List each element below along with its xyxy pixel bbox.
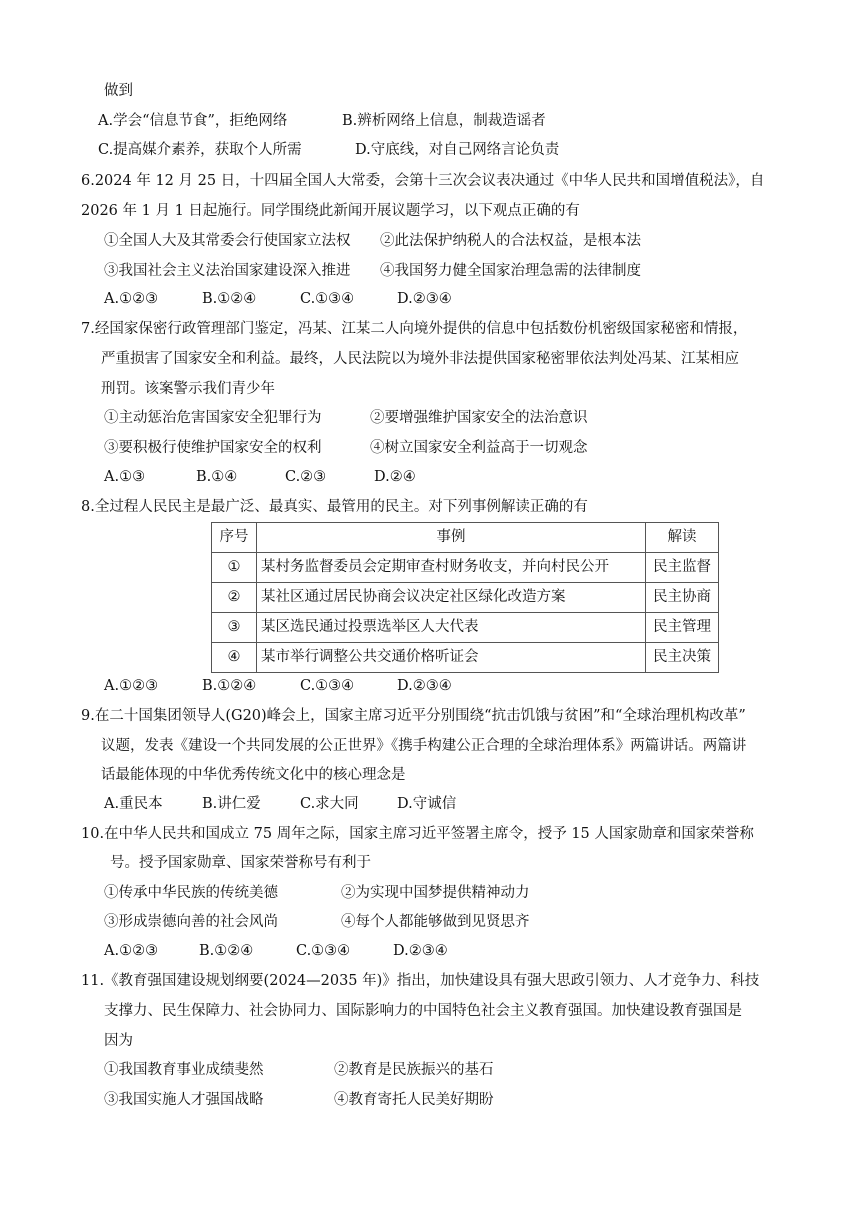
q11-item-1: ①我国教育事业成绩斐然	[104, 1062, 264, 1078]
q6-item-4: ④我国努力健全国家治理急需的法律制度	[380, 263, 641, 279]
events-table	[211, 522, 719, 673]
q7-stem-line2: 严重损害了国家安全和利益。最终，人民法院以为境外非法提供国家秘密罪依法判处冯某、江某相应	[101, 351, 739, 367]
q7-item-4: ④树立国家安全利益高于一切观念	[370, 440, 588, 456]
row-event: 某区选民通过投票选举区人大代表	[257, 613, 646, 643]
q9-stem-line3: 话最能体现的中华优秀传统文化中的核心理念是	[101, 767, 406, 783]
q9-option-c: C.求大同	[300, 796, 359, 812]
table-row	[212, 553, 719, 583]
q9-option-d: D.守诚信	[397, 796, 457, 812]
q6-stem-line2: 2026 年 1 月 1 日起施行。同学围绕此新闻开展议题学习，以下观点正确的有	[81, 203, 580, 219]
row-event: 某社区通过居民协商会议决定社区绿化改造方案	[257, 583, 646, 613]
q6-item-3: ③我国社会主义法治国家建设深入推进	[104, 263, 351, 279]
q10-option-b: B.①②④	[199, 943, 254, 959]
row-number: ②	[212, 583, 257, 613]
q10-item-1: ①传承中华民族的传统美德	[104, 885, 278, 901]
q10-item-2: ②为实现中国梦提供精神动力	[341, 885, 530, 901]
row-number: ①	[212, 553, 257, 583]
row-interpretation: 民主协商	[646, 583, 719, 613]
q9-stem-line1: 9.在二十国集团领导人(G20)峰会上，国家主席习近平分别围绕“抗击饥饿与贫困”和“全球治理机构改革”	[81, 708, 746, 724]
q8-option-b: B.①②④	[202, 678, 257, 694]
q6-option-b: B.①②④	[202, 291, 257, 307]
row-number: ③	[212, 613, 257, 643]
q10-option-c: C.①③④	[296, 943, 351, 959]
q7-item-3: ③要积极行使维护国家安全的权利	[104, 440, 322, 456]
q9-option-a: A.重民本	[104, 796, 163, 812]
q6-item-1: ①全国人大及其常委会行使国家立法权	[104, 233, 351, 249]
q5-option-c: C.提高媒介素养，获取个人所需	[98, 142, 302, 158]
row-interpretation: 民主决策	[646, 643, 719, 673]
q10-stem-line1: 10.在中华人民共和国成立 75 周年之际，国家主席习近平签署主席令，授予 15 人国家勋章和国家荣誉称	[81, 826, 754, 842]
q10-stem-line2: 号。授予国家勋章、国家荣誉称号有利于	[110, 855, 371, 871]
q11-item-4: ④教育寄托人民美好期盼	[334, 1092, 494, 1108]
q6-stem-line1: 6.2024 年 12 月 25 日，十四届全国人大常委，会第十三次会议表决通过《中华人民共和国增值税法》，自	[81, 173, 765, 189]
q5-stem-tail: 做到	[104, 83, 133, 99]
q7-option-a: A.①③	[104, 469, 146, 485]
q7-stem-line3: 刑罚。该案警示我们青少年	[101, 381, 275, 397]
q11-item-2: ②教育是民族振兴的基石	[334, 1062, 494, 1078]
q6-option-d: D.②③④	[397, 291, 452, 307]
table-row	[212, 643, 719, 673]
q10-item-3: ③形成崇德向善的社会风尚	[104, 914, 278, 930]
q7-item-1: ①主动惩治危害国家安全犯罪行为	[104, 410, 322, 426]
q6-option-a: A.①②③	[104, 291, 159, 307]
q5-option-a: A.学会“信息节食”，拒绝网络	[98, 113, 288, 129]
q7-stem-line1: 7.经国家保密行政管理部门鉴定，冯某、江某二人向境外提供的信息中包括数份机密级国家秘密和情报，	[81, 321, 748, 337]
q11-item-3: ③我国实施人才强国战略	[104, 1092, 264, 1108]
q11-stem-line2: 支撑力、民生保障力、社会协同力、国际影响力的中国特色社会主义教育强国。加快建设教育强国是	[104, 1003, 742, 1019]
q6-option-c: C.①③④	[300, 291, 355, 307]
q10-item-4: ④每个人都能够做到见贤思齐	[341, 914, 530, 930]
q7-option-d: D.②④	[374, 469, 416, 485]
q5-option-b: B.辨析网络上信息，制裁造谣者	[342, 113, 546, 129]
header-number: 序号	[212, 523, 257, 553]
q11-stem-line1: 11.《教育强国建设规划纲要(2024—2035 年)》指出，加快建设具有强大思政引领力、人才竞争力、科技	[81, 973, 760, 989]
q11-stem-line3: 因为	[104, 1033, 133, 1049]
row-number: ④	[212, 643, 257, 673]
header-interpretation: 解读	[646, 523, 719, 553]
q8-option-a: A.①②③	[104, 678, 159, 694]
row-event: 某村务监督委员会定期审查村财务收支，并向村民公开	[257, 553, 646, 583]
q7-option-b: B.①④	[196, 469, 238, 485]
q7-option-c: C.②③	[285, 469, 327, 485]
table-row	[212, 583, 719, 613]
q8-option-c: C.①③④	[300, 678, 355, 694]
q10-option-d: D.②③④	[393, 943, 448, 959]
row-event: 某市举行调整公共交通价格听证会	[257, 643, 646, 673]
header-event: 事例	[257, 523, 646, 553]
q8-stem: 8.全过程人民民主是最广泛、最真实、最管用的民主。对下列事例解读正确的有	[81, 499, 588, 515]
q7-item-2: ②要增强维护国家安全的法治意识	[370, 410, 588, 426]
table-header-row	[212, 523, 719, 553]
q9-option-b: B.讲仁爱	[202, 796, 261, 812]
q5-option-d: D.守底线，对自己网络言论负责	[355, 142, 560, 158]
table-row	[212, 613, 719, 643]
q8-option-d: D.②③④	[397, 678, 452, 694]
row-interpretation: 民主管理	[646, 613, 719, 643]
q9-stem-line2: 议题，发表《建设一个共同发展的公正世界》《携手构建公正合理的全球治理体系》两篇讲话。两篇讲	[101, 738, 747, 754]
row-interpretation: 民主监督	[646, 553, 719, 583]
q6-item-2: ②此法保护纳税人的合法权益，是根本法	[380, 233, 641, 249]
q10-option-a: A.①②③	[104, 943, 159, 959]
